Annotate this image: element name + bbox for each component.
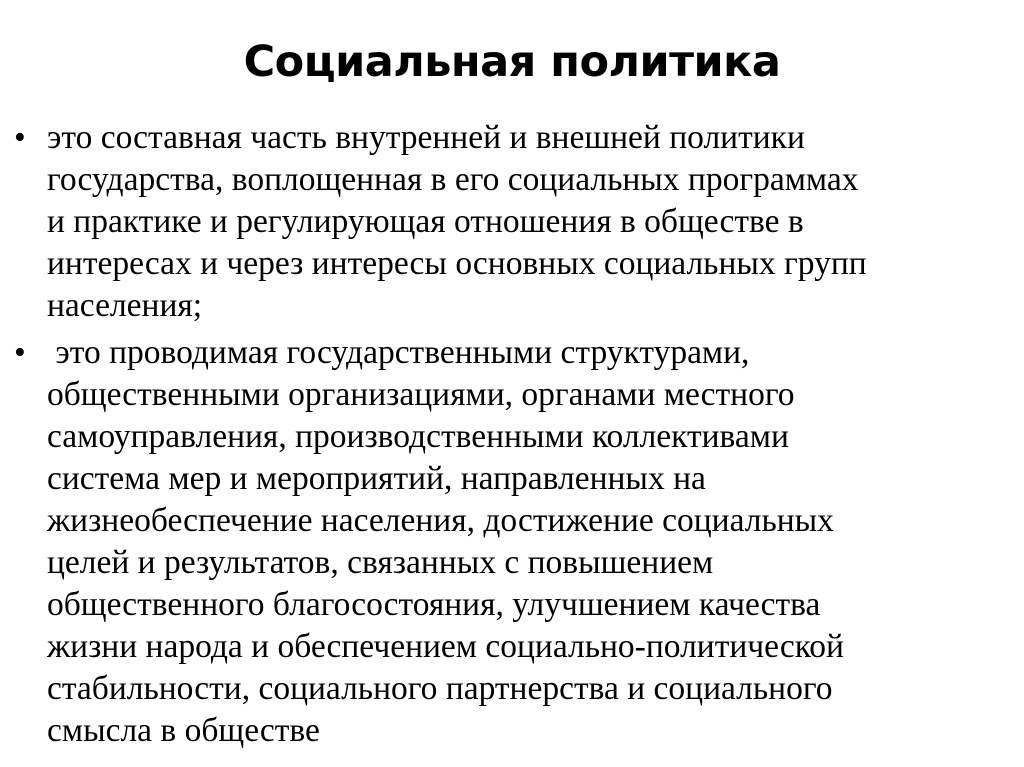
bullet-dot-icon: • [14, 334, 26, 371]
bullet-1-line-2: государства, воплощенная в его социальных программах [47, 161, 859, 198]
bullet-2-line-2: общественными организациями, органами местного [47, 376, 795, 413]
bullet-2-line-7: общественного благосостояния, улучшением качества [47, 586, 821, 623]
bullet-1-line-4: интересах и через интересы основных социальных групп [47, 245, 867, 282]
bullet-list [14, 117, 1004, 752]
bullet-1-line-1: это составная часть внутренней и внешней политики [47, 119, 805, 156]
bullet-2-line-4: система мер и мероприятий, направленных на [47, 460, 706, 497]
bullet-dot-icon: • [14, 119, 26, 156]
slide-title: Социальная политика [243, 37, 781, 87]
bullet-2-line-9: стабильности, социального партнерства и социального [47, 670, 833, 707]
bullet-2-line-6: целей и результатов, связанных с повышением [47, 544, 714, 581]
bullet-2-line-8: жизни народа и обеспечением социально-политической [47, 628, 844, 665]
bullet-2-line-3: самоуправления, производственными коллективами [47, 418, 789, 455]
bullet-1-line-5: населения; [47, 287, 203, 324]
bullet-1-line-3: и практике и регулирующая отношения в обществе в [47, 203, 804, 240]
bullet-item-1 [14, 117, 1004, 327]
bullet-2-line-10: смысла в обществе [47, 712, 320, 749]
bullet-2-line-1: это проводимая государственными структурами, [47, 334, 750, 371]
bullet-item-2 [14, 332, 1004, 752]
bullet-2-line-5: жизнеобеспечение населения, достижение социальных [47, 502, 834, 539]
